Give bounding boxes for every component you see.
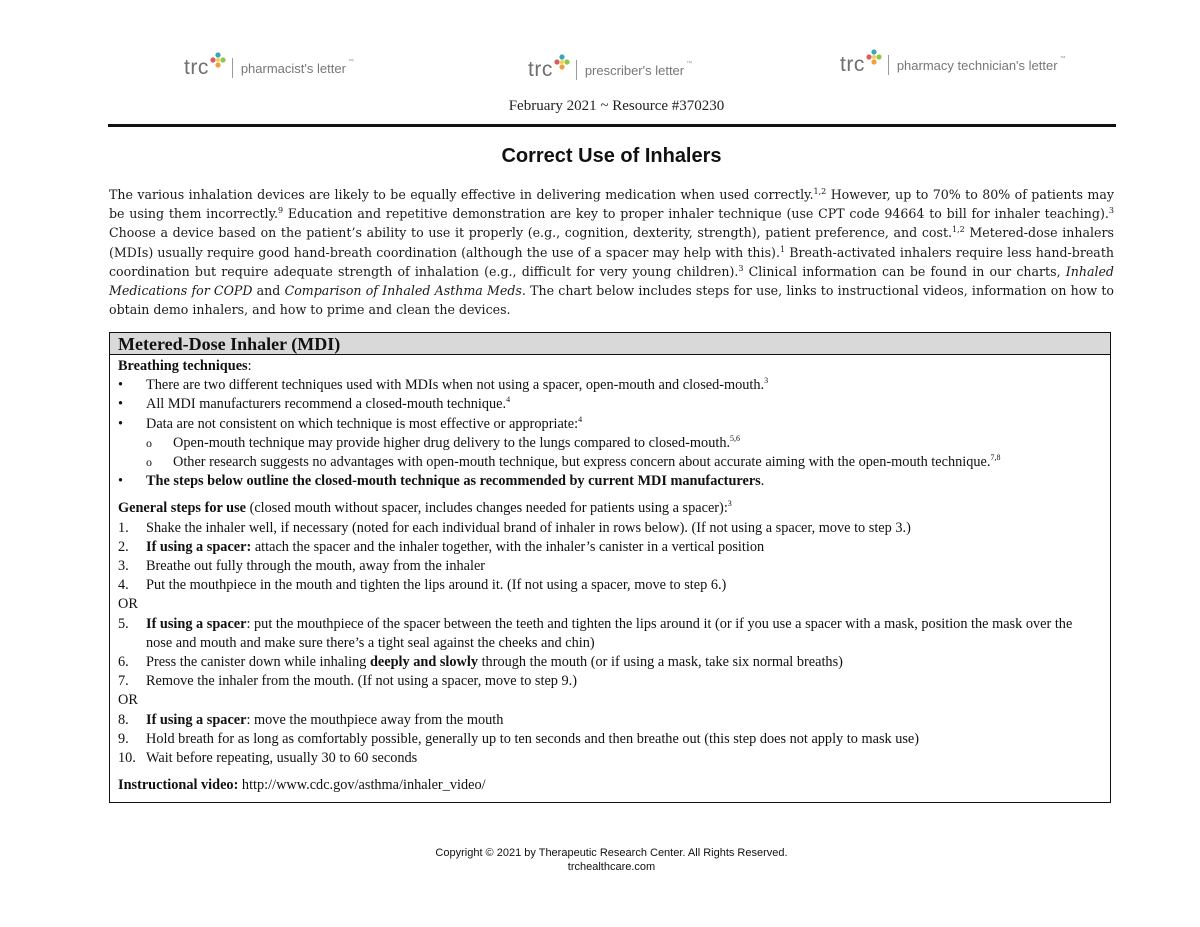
intro-paragraph bbox=[109, 185, 1114, 319]
header-rule bbox=[108, 124, 1116, 127]
trademark-mark: ™ bbox=[1059, 56, 1066, 62]
step-text-bold: deeply and slowly bbox=[369, 654, 478, 671]
intro-text: and bbox=[252, 283, 285, 299]
step-text: Wait before repeating, usually 30 to 60 seconds bbox=[146, 750, 418, 767]
logo-divider bbox=[888, 55, 889, 75]
citation: 3 bbox=[727, 499, 732, 509]
trademark-mark: ™ bbox=[347, 59, 354, 65]
intro-text: However, up to 70% to 80% of patients may be using them incorrectly. bbox=[109, 187, 1114, 222]
step-text-bold: If using a spacer bbox=[146, 711, 247, 728]
bullet-item bbox=[118, 472, 1102, 491]
step-item bbox=[118, 672, 1102, 691]
step-number: 4. bbox=[118, 577, 129, 594]
step-number: 10. bbox=[118, 750, 136, 767]
bullet-text: Data are not consistent on which technique is most effective or appropriate: bbox=[146, 415, 579, 432]
logo-bar bbox=[0, 52, 1200, 88]
step-text: : put the mouthpiece of the spacer between the teeth and tighten the lips around it (or if you use a spacer with a mask, position the mask over the nose and mouth and make sure there’s a tight seal against the cheeks and chin) bbox=[146, 615, 1073, 651]
intro-text: The various inhalation devices are likely to be equally effective in delivering medication when used correctly. bbox=[109, 187, 814, 202]
step-text: through the mouth (or if using a mask, take six normal breaths) bbox=[478, 654, 843, 671]
chart-reference-asthma: Comparison of Inhaled Asthma Meds bbox=[284, 283, 522, 299]
bullet-item bbox=[118, 376, 1102, 395]
intro-text: . The chart below includes steps for use, links to instructional videos, information on how to obtain demo inhalers, and how to prime and clean the devices. bbox=[109, 283, 1115, 318]
intro-text: Breath-activated inhalers require less hand-breath coordination but require adequate strength of inhalation (e.g., difficult for very young children). bbox=[109, 244, 1114, 279]
citation: 7,8 bbox=[990, 453, 1001, 463]
bullet-item bbox=[118, 395, 1102, 414]
trc-flower-logo-icon bbox=[210, 52, 226, 68]
step-item bbox=[118, 615, 1102, 653]
citation: 1 bbox=[779, 244, 786, 254]
step-item bbox=[118, 749, 1102, 768]
subheading: General steps for use bbox=[118, 500, 246, 517]
step-number: 8. bbox=[118, 711, 129, 728]
step-text: Shake the inhaler well, if necessary (noted for each individual brand of inhaler in rows below). (If not using a spacer, move to step 3.) bbox=[146, 519, 911, 536]
step-text: Press the canister down while inhaling bbox=[146, 654, 370, 671]
step-text-bold: If using a spacer bbox=[146, 615, 247, 632]
bullet-text: Other research suggests no advantages with open-mouth technique, but express concern about accurate aiming with the open-mouth technique. bbox=[173, 454, 991, 471]
pharmacists-letter-logo bbox=[184, 56, 354, 80]
step-text: Put the mouthpiece in the mouth and tighten the lips around it. (If not using a spacer, move to step 6.) bbox=[146, 577, 727, 594]
subheading: Breathing techniques bbox=[118, 358, 248, 374]
copyright-text: Copyright © 2021 by Therapeutic Research Center. All Rights Reserved. bbox=[435, 847, 788, 859]
video-label: Instructional video: bbox=[118, 777, 239, 794]
step-item bbox=[118, 519, 1102, 538]
citation: 4 bbox=[506, 395, 511, 405]
breathing-techniques-heading bbox=[118, 357, 1102, 376]
logo-divider bbox=[232, 58, 233, 78]
step-text: : move the mouthpiece away from the mouth bbox=[246, 711, 504, 728]
citation: 9 bbox=[278, 206, 284, 216]
or-separator: OR bbox=[118, 692, 138, 709]
step-item bbox=[118, 730, 1102, 749]
dateline: February 2021 ~ Resource #370230 bbox=[508, 98, 725, 114]
chart-reference-copd: Inhaled Medications for COPD bbox=[109, 263, 1114, 299]
section-header: Metered-Dose Inhaler (MDI) bbox=[110, 333, 1110, 355]
intro-text: Clinical information can be found in our charts, bbox=[743, 263, 1066, 279]
step-number: 5. bbox=[118, 615, 129, 632]
website-text: trchealthcare.com bbox=[567, 861, 656, 873]
bullet-item bbox=[118, 415, 1102, 434]
instructional-video-row bbox=[118, 776, 1102, 795]
spacer bbox=[118, 491, 1102, 499]
prescribers-letter-logo bbox=[528, 58, 692, 82]
sub-bullet-item bbox=[118, 434, 1102, 453]
sub-bullet-item bbox=[118, 453, 1102, 472]
step-item bbox=[118, 653, 1102, 672]
bullet-text: There are two different techniques used with MDIs when not using a spacer, open-mouth and closed-mouth. bbox=[146, 377, 765, 394]
mdi-section bbox=[109, 332, 1111, 803]
page-title: Correct Use of Inhalers bbox=[501, 145, 722, 167]
citation: 1,2 bbox=[813, 186, 827, 196]
colon: : bbox=[247, 358, 252, 374]
or-separator: OR bbox=[118, 596, 138, 613]
trc-wordmark: trc bbox=[184, 56, 209, 79]
citation: 3 bbox=[738, 263, 744, 273]
step-text: Breathe out fully through the mouth, away from the inhaler bbox=[146, 558, 486, 575]
trc-flower-logo-icon bbox=[866, 49, 882, 65]
step-number: 7. bbox=[118, 673, 129, 690]
subheading-note: (closed mouth without spacer, includes changes needed for patients using a spacer): bbox=[246, 500, 728, 517]
citation: 3 bbox=[1108, 206, 1114, 216]
step-item bbox=[118, 711, 1102, 730]
bullet-text: All MDI manufacturers recommend a closed-mouth technique. bbox=[146, 396, 507, 413]
trc-flower-logo-icon bbox=[554, 54, 570, 70]
footer bbox=[0, 846, 1200, 874]
intro-text: Metered-dose inhalers (MDIs) usually require good hand-breath coordination (although the use of a spacer may help with this). bbox=[109, 225, 1114, 260]
step-item bbox=[118, 538, 1102, 557]
citation: 4 bbox=[578, 414, 583, 424]
publication-name: pharmacy technician's letter bbox=[896, 57, 1058, 73]
citation: 3 bbox=[764, 376, 769, 386]
step-text-bold: If using a spacer: bbox=[146, 538, 252, 555]
publication-name: pharmacist's letter bbox=[240, 60, 346, 76]
intro-text: Education and repetitive demonstration are key to proper inhaler technique (use CPT code 94664 to bill for inhaler teaching). bbox=[283, 206, 1109, 222]
step-text: attach the spacer and the inhaler together, with the inhaler’s canister in a vertical position bbox=[251, 538, 765, 555]
step-item bbox=[118, 576, 1102, 595]
trademark-mark: ™ bbox=[686, 61, 693, 67]
citation: 1,2 bbox=[952, 225, 965, 235]
step-number: 3. bbox=[118, 558, 129, 575]
section-body bbox=[110, 355, 1110, 795]
trc-wordmark: trc bbox=[528, 58, 553, 81]
step-text: Remove the inhaler from the mouth. (If not using a spacer, move to step 9.) bbox=[146, 673, 578, 690]
step-text: Hold breath for as long as comfortably possible, generally up to ten seconds and then breathe out (this step does not apply to mask use) bbox=[146, 730, 920, 747]
publication-name: prescriber's letter bbox=[584, 62, 685, 78]
step-number: 1. bbox=[118, 519, 129, 536]
general-steps-heading bbox=[118, 499, 1102, 518]
bullet-text: . bbox=[760, 473, 765, 490]
step-number: 9. bbox=[118, 730, 129, 747]
pharmacy-technicians-letter-logo bbox=[840, 53, 1066, 77]
bullet-text: Open-mouth technique may provide higher drug delivery to the lungs compared to closed-mouth. bbox=[173, 434, 731, 451]
instructional-video-link[interactable]: http://www.cdc.gov/asthma/inhaler_video/ bbox=[241, 777, 486, 794]
intro-text: Choose a device based on the patient’s ability to use it properly (e.g., cognition, dexterity, strength), patient preference, and cost. bbox=[109, 225, 953, 241]
step-number: 2. bbox=[118, 538, 129, 555]
step-item bbox=[118, 557, 1102, 576]
citation: 5,6 bbox=[730, 434, 741, 444]
step-number: 6. bbox=[118, 654, 129, 671]
logo-divider bbox=[576, 60, 577, 80]
trc-wordmark: trc bbox=[840, 53, 865, 76]
spacer bbox=[118, 768, 1102, 776]
bullet-text-bold: The steps below outline the closed-mouth technique as recommended by current MDI manufacturers bbox=[146, 473, 761, 490]
